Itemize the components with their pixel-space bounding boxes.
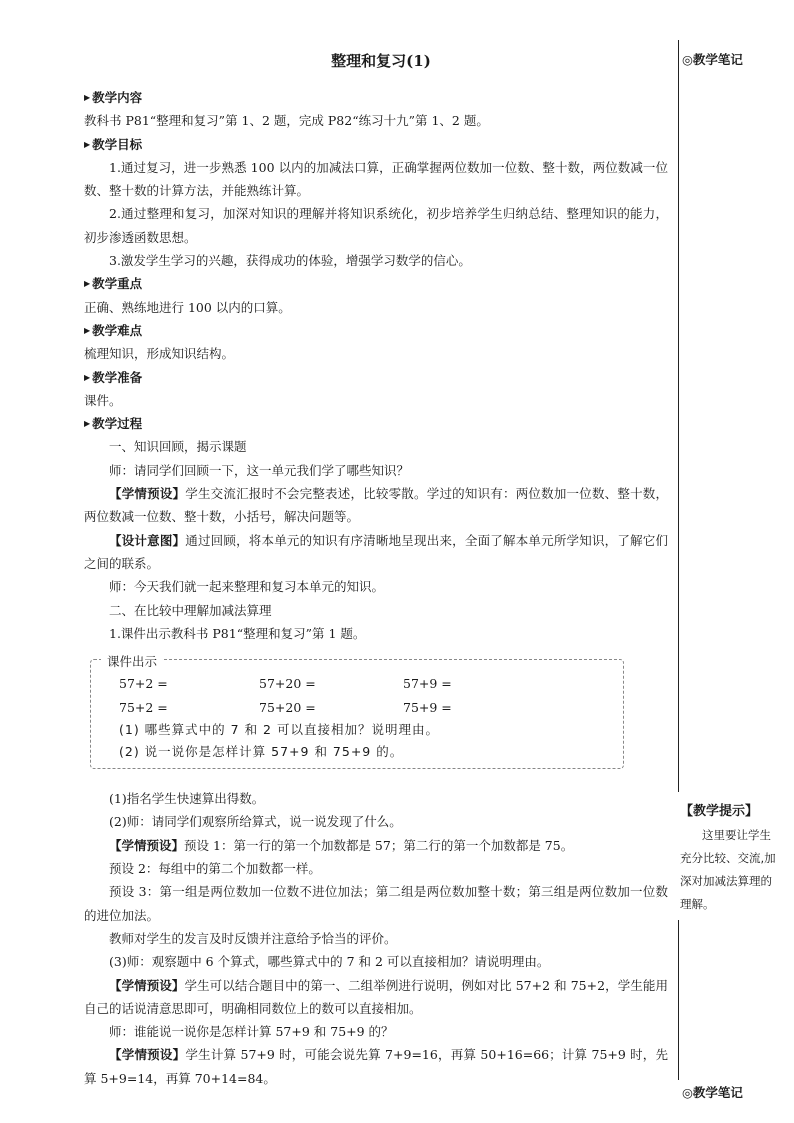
- paragraph: (3)师：观察题中 6 个算式，哪些算式中的 7 和 2 可以直接相加？请说明理由。: [109, 954, 550, 970]
- section-heading: ▶ 教学准备: [84, 369, 143, 385]
- paragraph: 【学情预设】学生计算 57+9 时，可能会说先算 7+9=16，再算 50+16=66；计算 75+9 时，先算 5+9=14，再算 70+14=84。: [84, 1047, 668, 1086]
- courseware-box: [90, 654, 624, 769]
- section-heading: ▶ 教学内容: [84, 90, 143, 105]
- paragraph: 师：请同学们回顾一下，这一单元我们学了哪些知识？: [109, 462, 410, 478]
- prep-text: 课件。: [84, 392, 122, 408]
- section-heading: ▶ 教学目标: [84, 136, 143, 152]
- page-title: 整理和复习(1): [331, 52, 431, 70]
- sidebar-divider-bottom: [678, 920, 679, 1080]
- notes-label-bottom: ◎教学笔记: [682, 1085, 743, 1100]
- paragraph: 预设 2：每组中的第二个加数都一样。: [109, 861, 321, 877]
- question: (2) 说一说你是怎样计算 57+9 和 75+9 的。: [119, 744, 404, 760]
- section-heading: ▶ 教学过程: [84, 416, 143, 432]
- paragraph: (1)指名学生快速算出得数。: [109, 791, 265, 807]
- triangle-icon: ▶: [84, 372, 91, 382]
- tag-label: 【设计意图】: [109, 532, 186, 548]
- notes-label-top: ◎教学笔记: [682, 52, 743, 67]
- equation: 57+2 =: [119, 676, 168, 692]
- goal-item: 1.通过复习，进一步熟悉 100 以内的加减法口算，正确掌握两位数加一位数、整十数，两位数减一位数、整十数的计算方法，并能熟练计算。: [84, 159, 668, 199]
- subsection-heading: 二、在比较中理解加减法算理: [109, 602, 272, 618]
- subsection-heading: 一、知识回顾，揭示课题: [109, 439, 247, 455]
- tip-text: 这里要让学生充分比较、交流,加深对加减法算理的理解。: [680, 828, 776, 911]
- paragraph: 【学情预设】学生可以结合题目中的第一、二组举例进行说明，例如对比 57+2 和 75+2，学生能用自己的话说清意思即可，明确相同数位上的数可以直接相加。: [84, 977, 668, 1016]
- tag-label: 【学情预设】: [109, 837, 185, 853]
- paragraph: 1.课件出示教科书 P81“整理和复习”第 1 题。: [109, 625, 366, 641]
- question: (1) 哪些算式中的 7 和 2 可以直接相加？说明理由。: [119, 722, 439, 738]
- sidebar-divider-top: [678, 40, 679, 792]
- equation: 57+20 =: [259, 676, 316, 692]
- equation: 75+2 =: [119, 700, 168, 716]
- lesson-body: [84, 86, 668, 1090]
- triangle-icon: ▶: [84, 419, 91, 429]
- courseware-title: 课件出示: [101, 650, 163, 673]
- paragraph: 师：谁能说一说你是怎样计算 57+9 和 75+9 的？: [109, 1024, 394, 1040]
- tag-label: 【学情预设】: [109, 486, 186, 502]
- paragraph: 【学情预设】学生交流汇报时不会完整表述，比较零散。学过的知识有：两位数加一位数、整十数，两位数减一位数、整十数，小括号，解决问题等。: [84, 486, 668, 525]
- triangle-icon: ▶: [84, 279, 91, 289]
- triangle-icon: ▶: [84, 325, 91, 335]
- paragraph: 预设 3：第一组是两位数加一位数不进位加法；第二组是两位数加整十数；第三组是两位数加一位数的进位加法。: [84, 884, 668, 923]
- paragraph: 【设计意图】通过回顾，将本单元的知识有序清晰地呈现出来，全面了解本单元所学知识，了解它们之间的联系。: [84, 532, 668, 571]
- difficulty-text: 梳理知识，形成知识结构。: [84, 346, 235, 362]
- goal-item: 3.激发学生学习的兴趣，获得成功的体验，增强学习数学的信心。: [109, 253, 471, 269]
- content-text: 教科书 P81“整理和复习”第 1、2 题，完成 P82“练习十九”第 1、2 题。: [84, 113, 489, 129]
- goal-item: 2.通过整理和复习，加深对知识的理解并将知识系统化，初步培养学生归纳总结、整理知识的能力，初步渗透函数思想。: [84, 206, 668, 245]
- equation: 75+20 =: [259, 700, 316, 716]
- section-heading: ▶ 教学难点: [84, 322, 143, 338]
- tip-heading: 【教学提示】: [680, 804, 759, 819]
- equation: 75+9 =: [403, 700, 452, 716]
- triangle-icon: ▶: [84, 139, 91, 149]
- tag-label: 【学情预设】: [109, 977, 185, 993]
- key-text: 正确、熟练地进行 100 以内的口算。: [84, 299, 291, 315]
- tag-label: 【学情预设】: [109, 1047, 186, 1063]
- triangle-icon: ▶: [84, 93, 91, 102]
- equation: 57+9 =: [403, 676, 452, 692]
- paragraph: (2)师：请同学们观察所给算式，说一说发现了什么。: [109, 814, 402, 830]
- paragraph: 教师对学生的发言及时反馈并注意给予恰当的评价。: [109, 930, 397, 946]
- section-heading: ▶ 教学重点: [84, 276, 143, 292]
- paragraph: 【学情预设】预设 1：第一行的第一个加数都是 57；第二行的第一个加数都是 75。: [109, 837, 574, 853]
- paragraph: 师：今天我们就一起来整理和复习本单元的知识。: [109, 579, 385, 595]
